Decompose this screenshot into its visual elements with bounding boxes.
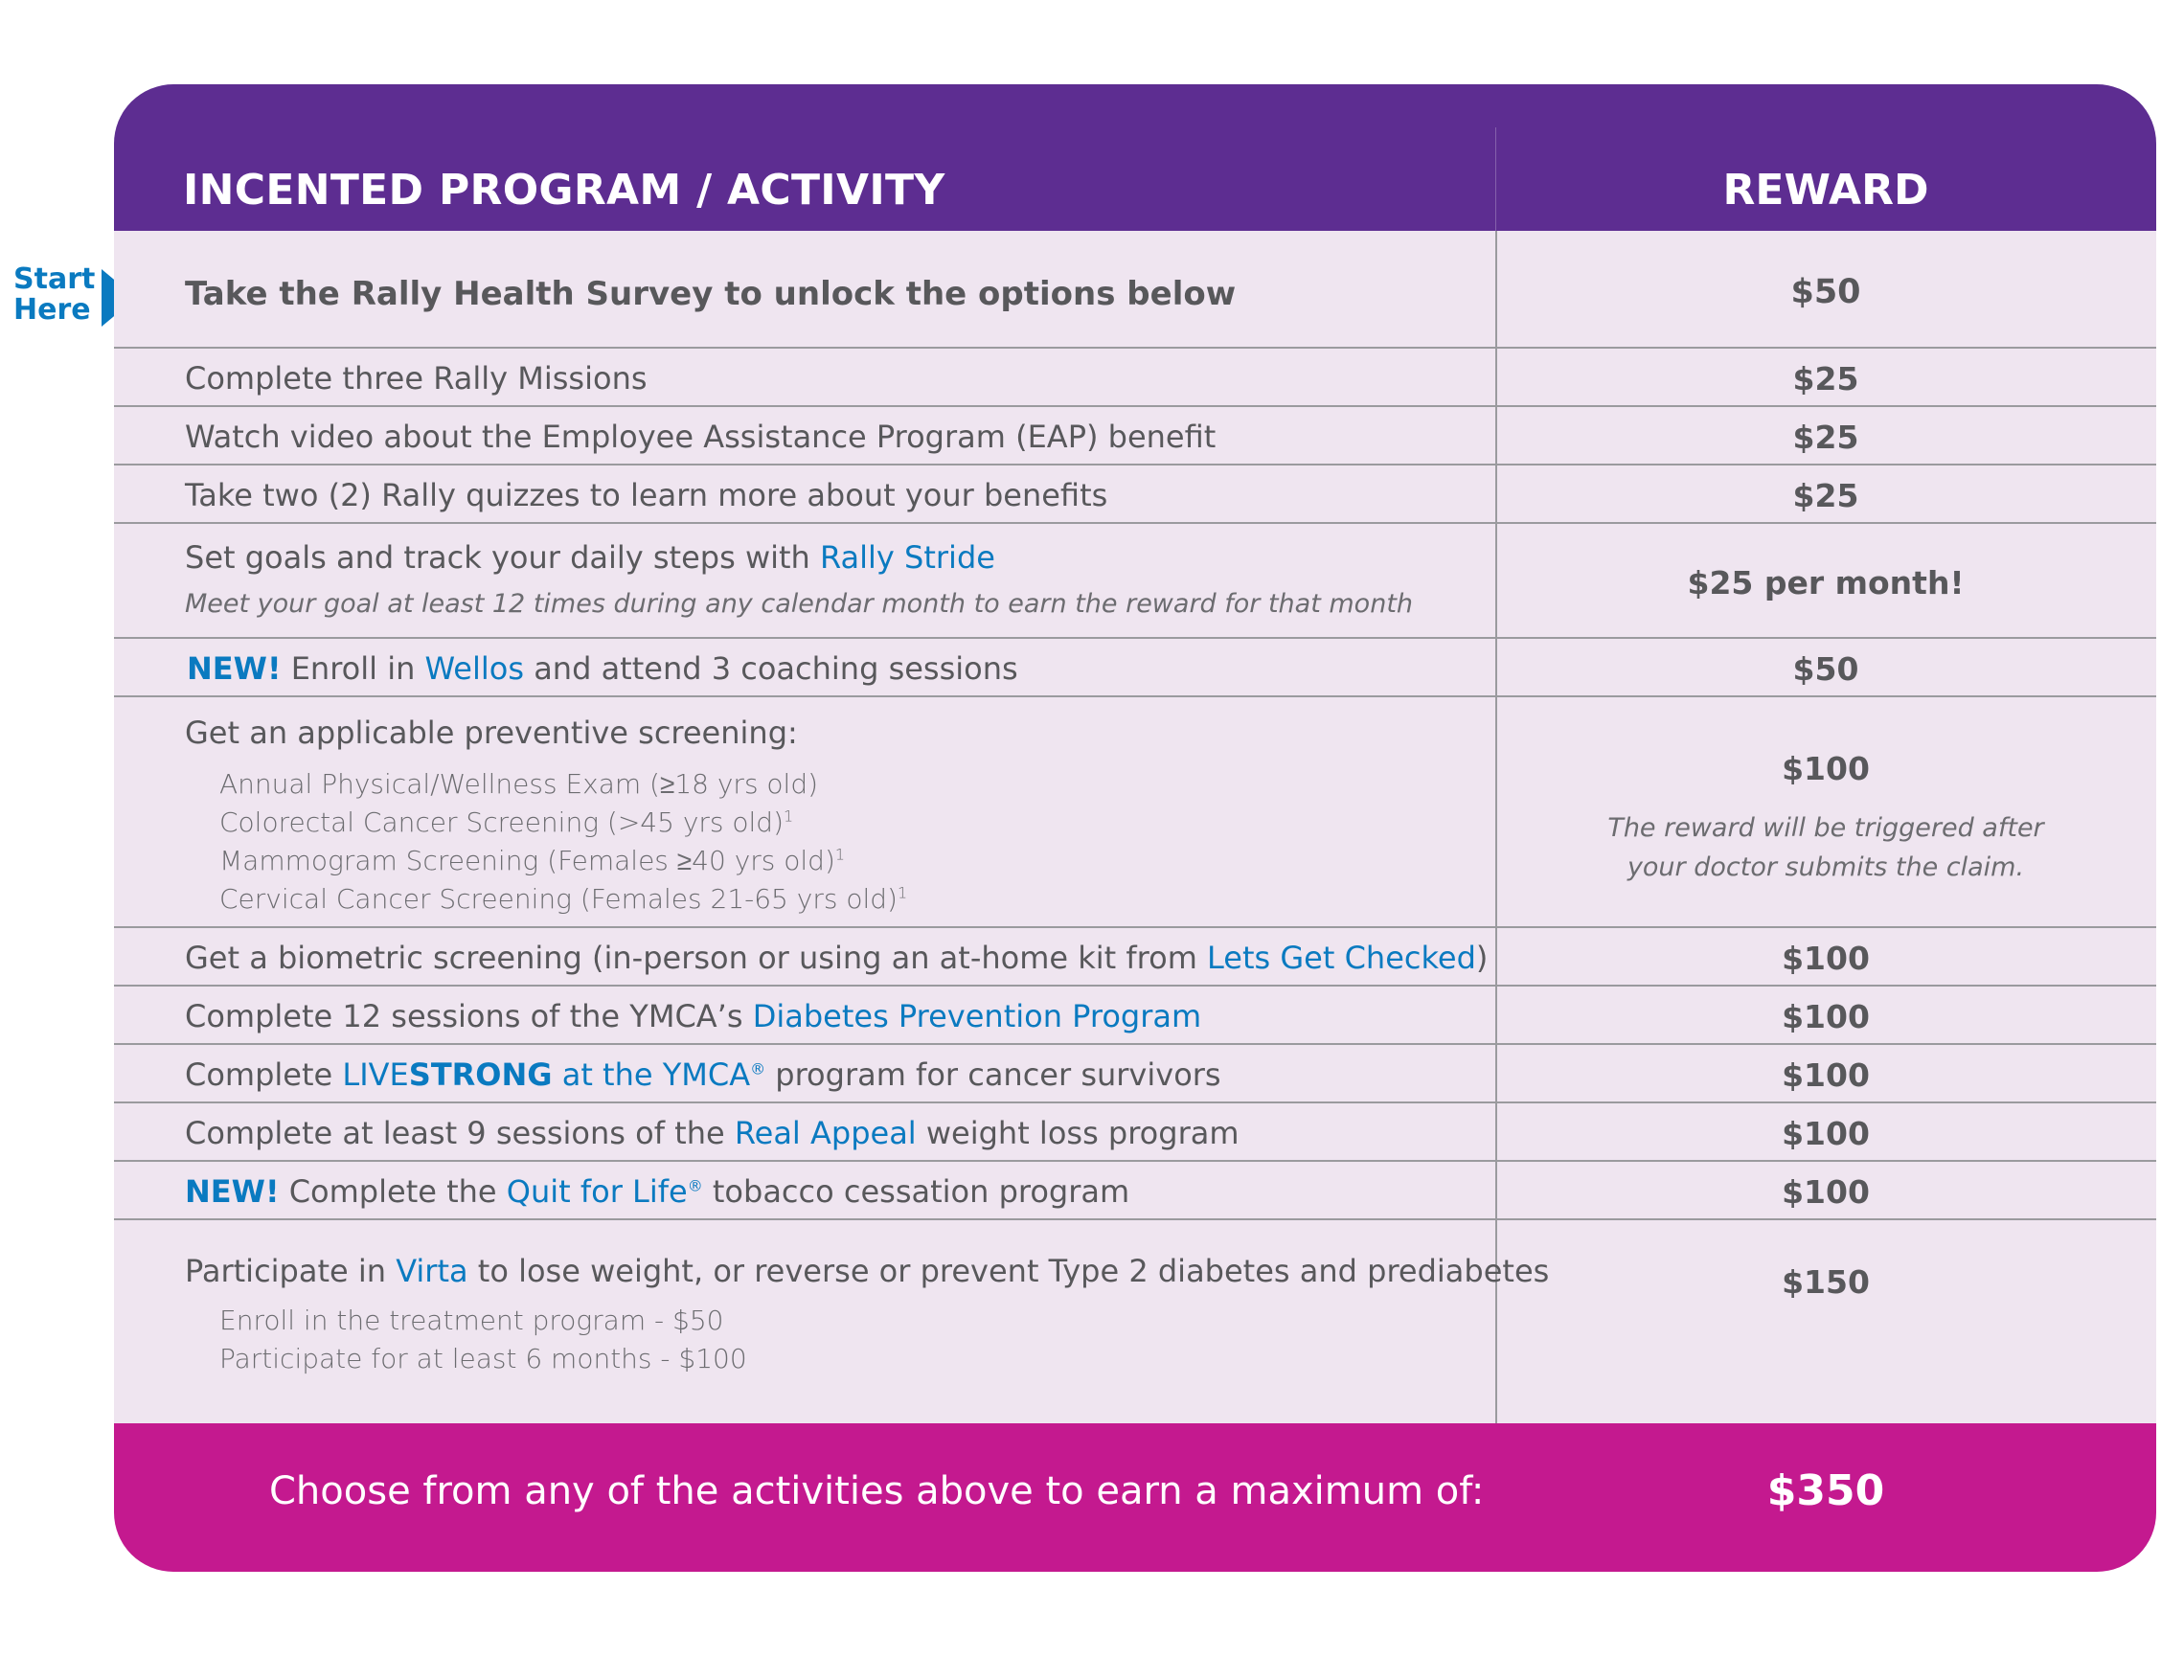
registered-mark: ® xyxy=(687,1176,703,1195)
table-row xyxy=(114,697,2156,928)
table-header xyxy=(114,84,2156,231)
quit-for-life-text: Quit for Life xyxy=(506,1173,688,1210)
activity-post: and attend 3 coaching sessions xyxy=(524,650,1018,687)
reward-value: $100 xyxy=(1782,1115,1870,1152)
reward-value: $25 xyxy=(1792,477,1859,514)
reward-value: $100 xyxy=(1782,750,1870,787)
lets-get-checked-link[interactable]: Lets Get Checked xyxy=(1207,940,1476,976)
table-row xyxy=(114,1220,2156,1423)
reward-value: $100 xyxy=(1782,940,1870,977)
activity-text xyxy=(187,650,1018,687)
screening-item: Annual Physical/Wellness Exam (≥18 yrs old) xyxy=(219,768,819,800)
table-row xyxy=(114,231,2156,349)
start-here-label xyxy=(13,264,95,326)
virta-link[interactable]: Virta xyxy=(396,1253,468,1289)
screening-item-text: Mammogram Screening (Females ≥40 yrs old) xyxy=(219,845,835,876)
screening-item-text: Colorectal Cancer Screening (>45 yrs old) xyxy=(219,806,784,838)
activity-text xyxy=(185,998,1201,1034)
activity-text xyxy=(185,1115,1240,1151)
activity-pre: Complete 12 sessions of the YMCA’s xyxy=(185,998,753,1034)
activity-pre: Set goals and track your daily steps with xyxy=(185,539,820,576)
activity-pre: Complete xyxy=(185,1056,343,1093)
reward-column-header: REWARD xyxy=(1722,166,1929,215)
activity-text: Take the Rally Health Survey to unlock the options below xyxy=(185,275,1237,313)
footer-max-amount: $350 xyxy=(1766,1466,1885,1515)
activity-text: Take two (2) Rally quizzes to learn more about your benefits xyxy=(185,477,1108,513)
activity-pre: Get a biometric screening (in-person or using an at-home kit from xyxy=(185,940,1208,976)
activity-text xyxy=(185,1056,1221,1093)
reward-value: $50 xyxy=(1792,650,1859,688)
rally-stride-link[interactable]: Rally Stride xyxy=(820,539,995,576)
new-badge: NEW! xyxy=(185,1173,280,1210)
activity-pre: Complete at least 9 sessions of the xyxy=(185,1115,735,1151)
table-footer xyxy=(114,1423,2156,1572)
real-appeal-link[interactable]: Real Appeal xyxy=(734,1115,917,1151)
footnote-marker: 1 xyxy=(784,806,794,826)
activity-text: Watch video about the Employee Assistance Program (EAP) benefit xyxy=(185,419,1217,455)
table-row xyxy=(114,987,2156,1045)
quit-for-life-link[interactable] xyxy=(507,1173,703,1210)
livestrong-ymca: at the YMCA xyxy=(552,1056,751,1093)
table-row xyxy=(114,639,2156,697)
reward-value: $25 per month! xyxy=(1687,564,1965,602)
diabetes-prevention-link[interactable]: Diabetes Prevention Program xyxy=(752,998,1202,1034)
footer-text: Choose from any of the activities above to earn a maximum of: xyxy=(269,1469,1485,1513)
reward-note-line1: The reward will be triggered after xyxy=(1607,813,2044,843)
table-row xyxy=(114,465,2156,524)
start-here-line1: Start xyxy=(13,262,96,296)
livestrong-live: LIVE xyxy=(342,1056,409,1093)
reward-value: $100 xyxy=(1782,998,1870,1035)
new-badge: NEW! xyxy=(187,650,282,687)
screening-item xyxy=(219,806,793,838)
table-row xyxy=(114,928,2156,987)
start-here-line2: Here xyxy=(13,293,91,327)
virta-item: Enroll in the treatment program - $50 xyxy=(219,1305,724,1336)
activity-column-header: INCENTED PROGRAM / ACTIVITY xyxy=(183,166,945,215)
reward-note-line2: your doctor submits the claim. xyxy=(1627,852,2025,882)
reward-note xyxy=(1495,808,2156,887)
activity-text xyxy=(185,1253,1549,1289)
reward-value: $100 xyxy=(1782,1173,1870,1211)
table-row xyxy=(114,407,2156,465)
activity-post: program for cancer survivors xyxy=(765,1056,1221,1093)
activity-note: Meet your goal at least 12 times during any calendar month to earn the reward for that month xyxy=(185,589,1414,619)
table-row xyxy=(114,1045,2156,1103)
livestrong-strong: STRONG xyxy=(408,1056,553,1093)
activity-text: Complete three Rally Missions xyxy=(185,360,648,397)
wellos-link[interactable]: Wellos xyxy=(424,650,525,687)
activity-post: ) xyxy=(1475,940,1489,976)
livestrong-link[interactable] xyxy=(342,1056,765,1093)
reward-value: $150 xyxy=(1782,1263,1870,1301)
screening-item xyxy=(219,883,907,915)
table-row xyxy=(114,1103,2156,1162)
reward-value: $25 xyxy=(1792,419,1859,456)
activity-post: tobacco cessation program xyxy=(702,1173,1130,1210)
activity-text: Get an applicable preventive screening: xyxy=(185,715,798,751)
reward-value: $50 xyxy=(1790,273,1861,311)
virta-item: Participate for at least 6 months - $100 xyxy=(219,1343,747,1374)
table-row xyxy=(114,524,2156,639)
activity-pre: Complete the xyxy=(279,1173,507,1210)
screening-item-text: Cervical Cancer Screening (Females 21-65 yrs old) xyxy=(219,883,898,915)
table-row xyxy=(114,1162,2156,1220)
activity-post: to lose weight, or reverse or prevent Type 2 diabetes and prediabetes xyxy=(467,1253,1550,1289)
activity-text xyxy=(185,1173,1129,1210)
activity-post: weight loss program xyxy=(916,1115,1240,1151)
reward-value: $25 xyxy=(1792,360,1859,397)
activity-pre: Enroll in xyxy=(281,650,425,687)
footnote-marker: 1 xyxy=(897,883,908,902)
rewards-table xyxy=(114,84,2156,1572)
activity-text xyxy=(185,940,1488,976)
screening-item xyxy=(219,845,845,876)
activity-pre: Participate in xyxy=(185,1253,397,1289)
table-row xyxy=(114,349,2156,407)
footnote-marker: 1 xyxy=(834,845,846,864)
reward-value: $100 xyxy=(1782,1056,1870,1094)
activity-text xyxy=(185,539,995,576)
registered-mark: ® xyxy=(750,1059,766,1078)
